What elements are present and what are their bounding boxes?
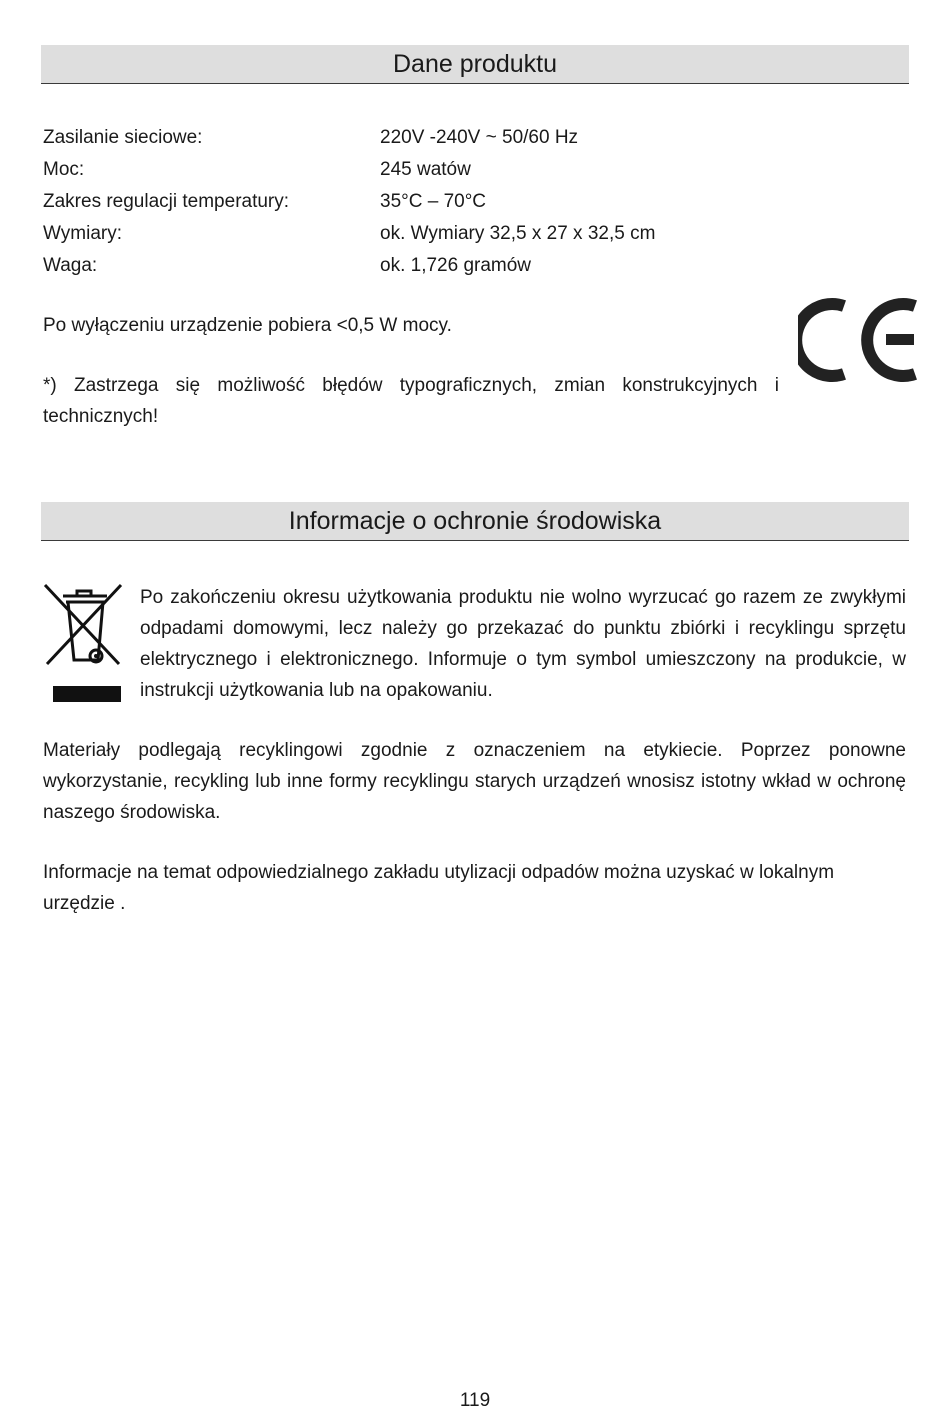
- disclaimer: *) Zastrzega się możliwość błędów typograficznych, zmian konstrukcyjnych i technicznych!: [43, 375, 779, 427]
- spec-label: Moc:: [43, 159, 85, 180]
- spec-label: Waga:: [43, 255, 98, 276]
- spec-value: 35°C – 70°C: [380, 191, 487, 212]
- ce-letter-c: [798, 304, 844, 376]
- environment-info-header: [41, 502, 909, 541]
- spec-value: ok. 1,726 gramów: [380, 255, 532, 276]
- spec-label: Zasilanie sieciowe:: [43, 127, 203, 148]
- product-data-title: Dane produktu: [392, 49, 557, 78]
- environment-info-title: Informacje o ochronie środowiska: [288, 506, 662, 535]
- disposal-info-text: Informacje na temat odpowiedzialnego zakładu utylizacji odpadów można uzyskać w lokalnym urzędzie .: [43, 862, 835, 914]
- standby-note: Po wyłączeniu urządzenie pobiera <0,5 W mocy.: [43, 315, 452, 336]
- spec-value: ok. Wymiary 32,5 x 27 x 32,5 cm: [380, 223, 656, 244]
- crossed-out-wheelie-bin-icon: [43, 582, 123, 706]
- weee-disposal-text: Po zakończeniu okresu użytkowania produktu nie wolno wyrzucać go razem ze zwykłymi odpadami domowymi, lecz należy go przekazać do punktu zbiórki i recyklingu sprzętu elektrycznego i elektronicznego. Informuje o tym symbol umieszczony na produkcie, w instrukcji użytkowania lub na opakowaniu.: [140, 587, 906, 701]
- recycling-text: Materiały podlegają recyklingowi zgodnie z oznaczeniem na etykiecie. Poprzez ponowne wykorzystanie, recykling lub inne formy recyklingu starych urządzeń wnosisz istotny wkład w ochronę naszego środowiska.: [43, 740, 906, 823]
- spec-value: 245 watów: [380, 159, 471, 180]
- page-number: 119: [459, 1390, 491, 1411]
- spec-label: Wymiary:: [43, 223, 122, 244]
- ce-mark-logo: [798, 296, 922, 384]
- product-data-header: [41, 45, 909, 84]
- spec-value: 220V -240V ~ 50/60 Hz: [380, 127, 579, 148]
- spec-label: Zakres regulacji temperatury:: [43, 191, 290, 212]
- ce-letter-e-bar: [886, 334, 914, 345]
